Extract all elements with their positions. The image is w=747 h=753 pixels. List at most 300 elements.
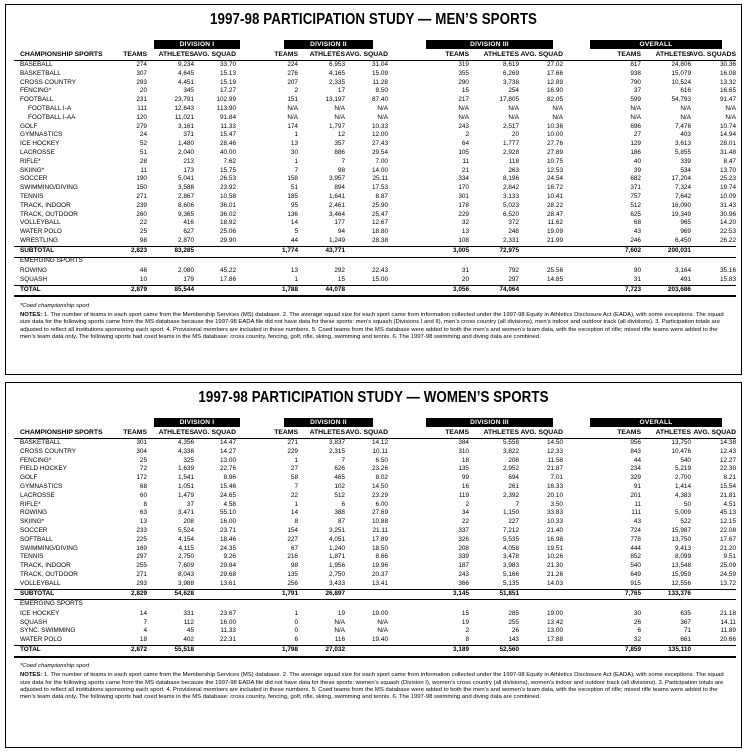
row-cell: 2,823 [131,247,147,255]
row-cell: 16.65 [720,87,736,95]
row-cell: 17.27 [220,87,236,95]
row-cell: 216 [287,553,298,561]
row-cell: 13 [290,266,298,274]
row-cell: 2,867 [178,193,194,200]
row-cell: 22.76 [220,465,236,473]
row-cell: 297 [508,275,519,283]
row-cell: 36.01 [220,201,236,209]
row-cell: 40 [633,157,641,165]
row-cell: 852 [630,553,641,561]
row-cell: N/A [508,105,519,112]
row-cell: 24 [139,131,147,139]
row-cell: 7,602 [625,247,641,255]
division-header: DIVISION II [284,40,373,49]
row-cell: 6 [637,627,641,635]
row-cell: 7.01 [550,474,563,482]
row-cell: 25.47 [372,210,388,218]
row-cell: 14.50 [372,483,388,490]
table-row [6,527,741,536]
row-cell: 26,897 [325,590,345,598]
table-row [6,474,741,483]
row-cell: 91.84 [220,113,236,121]
row-cell: 18.46 [220,535,236,543]
row-cell: 627 [183,228,194,236]
row-cell: 10 [139,275,147,283]
row-cell: 254 [508,87,519,95]
row-cell: N/A [377,105,388,112]
row-cell: 12,643 [174,105,194,112]
row-cell: 3,983 [503,562,519,570]
row-label: FOOTBALL I-AA [28,113,76,121]
row-cell: 208 [458,544,469,552]
row-label: GOLF [20,474,38,482]
row-cell: 2,842 [503,184,519,192]
row-cell: 20 [139,87,147,95]
table-row [6,96,741,105]
row-cell: 5,023 [503,201,519,209]
row-cell: 150 [136,184,147,192]
row-cell: 1 [294,275,298,283]
row-cell: 3,433 [329,579,345,587]
row-cell: 16 [461,483,469,490]
row-cell: 19.40 [372,636,388,644]
row-cell: 7,212 [503,527,519,534]
row-cell: 2,517 [503,122,519,130]
row-cell: 16.72 [547,184,563,192]
row-cell: 10.36 [547,122,563,130]
row-cell: 956 [630,439,641,446]
row-cell: 304 [136,447,147,455]
row-cell: 21.11 [372,527,388,534]
row-cell: 91 [633,483,641,490]
row-label: SQUASH [20,275,47,283]
row-cell: 626 [334,465,345,473]
row-cell: 444 [630,544,641,552]
row-cell: 19,349 [671,210,691,218]
row-cell: 16,090 [671,201,691,209]
table-row [6,70,741,79]
row-cell: 3,056 [453,286,469,293]
row-cell: 10,476 [671,447,691,455]
emerging-label-text: EMERGING SPORTS [20,257,83,265]
row-cell: 11.33 [220,122,236,130]
row-cell: 371 [630,184,641,192]
row-cell: 8.47 [723,157,736,165]
row-cell: 2,700 [675,474,691,482]
row-cell: 170 [458,184,469,192]
row-cell: 843 [630,447,641,455]
row-cell: 52,560 [499,646,519,654]
row-label: SWIMMING/DIVING [20,184,78,192]
table-row [6,553,741,562]
row-cell: 111 [137,105,147,112]
row-cell: 25.11 [372,175,388,183]
row-cell: 13.61 [220,579,236,587]
row-cell: 11,021 [174,113,194,121]
row-cell: 24.35 [220,544,236,552]
table-row [6,627,741,636]
row-cell: 1,777 [503,140,519,148]
row-cell: 25 [139,456,147,464]
row-cell: 3,164 [675,266,691,274]
row-cell: 271 [136,571,147,578]
row-cell: 2,331 [503,237,519,244]
column-header: ATHLETES [158,429,194,436]
row-label: WATER POLO [20,636,62,644]
row-cell: 367 [680,618,691,626]
row-cell: 1,871 [329,553,345,561]
row-cell: 17.66 [547,69,563,77]
column-header: ATHLETES [309,51,345,58]
row-cell: 8,196 [503,175,519,183]
row-cell: 6,450 [675,237,691,244]
row-cell: 19.51 [547,544,563,552]
table-row [6,140,741,149]
row-cell: 724 [630,527,641,534]
row-cell: 25.90 [372,201,388,209]
division-header: DIVISION III [426,40,553,49]
row-cell: 55,518 [174,646,194,654]
row-cell: 169 [136,544,147,552]
row-cell: 13.41 [372,579,388,587]
row-cell: 8 [294,518,298,526]
row-cell: 19.00 [372,609,388,617]
row-cell: 329 [630,474,641,482]
row-cell: 129 [630,140,641,148]
row-cell: 94 [337,228,345,236]
row-cell: 19 [461,618,469,626]
row-cell: 325 [183,456,194,464]
row-label: FOOTBALL I-A [28,105,72,112]
table-row [6,228,741,237]
column-header: ATHLETES [158,51,194,58]
row-cell: 1,541 [178,474,194,482]
row-cell: 1,051 [178,483,194,490]
row-cell: 13,197 [325,96,345,104]
table-row [6,114,741,123]
row-cell: 179 [183,275,194,283]
row-cell: 26.53 [220,175,236,183]
row-cell: 965 [680,219,691,227]
row-cell: N/A [334,105,345,112]
row-cell: 186 [630,149,641,156]
row-label: VOLLEYBALL [20,219,61,227]
row-label: SWIMMING/DIVING [20,544,78,552]
row-cell: 10.09 [720,193,736,200]
row-cell: 301 [458,193,469,200]
row-cell: 4 [143,627,147,635]
row-cell: 151 [287,96,298,104]
row-cell: 271 [287,439,298,446]
row-cell: 25 [139,228,147,236]
row-cell: 4,058 [503,544,519,552]
row-cell: 43 [633,228,641,236]
row-cell: 37 [186,500,194,508]
row-cell: 1,641 [329,193,345,200]
row-label: LACROSSE [20,149,55,156]
women-sports-table [5,382,742,748]
row-cell: 817 [630,61,641,68]
row-cell: 7 [294,166,298,174]
row-label: TRACK, OUTDOOR [20,210,78,218]
row-cell: 366 [458,579,469,587]
row-cell: 1,240 [329,544,345,552]
row-cell: 10.88 [372,518,388,526]
row-label: BASKETBALL [20,439,61,446]
row-cell: 24,806 [671,61,691,68]
row-cell: 894 [334,184,345,192]
row-cell: N/A [630,113,641,121]
row-cell: 102 [334,483,345,490]
row-cell: 158 [287,175,298,183]
row-cell: 290 [458,78,469,86]
row-label: SOCCER [20,527,48,534]
division-header: OVERALL [590,418,722,427]
row-cell: 12 [337,131,345,139]
table-row [6,79,741,88]
row-cell: 402 [183,636,194,644]
row-cell: 27.89 [547,149,563,156]
row-cell: 2 [294,87,298,95]
row-cell: 1,249 [329,237,345,244]
row-cell: 172 [136,474,147,482]
row-cell: 3,251 [329,527,345,534]
row-cell: 6,520 [503,210,519,218]
row-cell: 21.81 [720,491,736,499]
row-cell: 20 [511,131,519,139]
row-cell: 12,556 [671,579,691,587]
row-cell: 102.99 [216,96,236,104]
row-cell: 261 [508,483,519,490]
row-cell: N/A [630,105,641,112]
row-cell: 2,040 [178,149,194,156]
row-cell: 20 [461,275,469,283]
row-cell: 339 [458,553,469,561]
row-cell: 5,166 [503,571,519,578]
row-cell: 10.26 [547,553,563,561]
row-cell: 71 [683,627,691,635]
row-cell: 28.46 [220,140,236,148]
row-cell: 21.26 [547,571,563,578]
emerging-sports-label [6,600,741,609]
row-cell: 3,464 [329,210,345,218]
row-cell: 6.00 [375,500,388,508]
row-cell: 23.26 [372,465,388,473]
row-cell: 256 [287,579,298,587]
row-cell: 0 [294,627,298,635]
row-cell: 10.74 [720,122,736,130]
row-cell: 32 [461,219,469,227]
row-cell: 465 [334,474,345,482]
row-cell: 15.09 [372,69,388,77]
row-cell: 649 [630,571,641,578]
row-cell: 18 [139,636,147,644]
row-cell: 279 [136,122,147,130]
row-cell: 10.00 [547,131,563,139]
row-cell: 229 [458,210,469,218]
row-cell: 15 [337,275,345,283]
row-cell: 13 [461,228,469,236]
row-cell: 12.00 [372,131,388,139]
row-cell: 22 [461,518,469,526]
row-cell: 15,987 [671,527,691,534]
row-cell: 5,041 [178,175,194,183]
column-header-sport: CHAMPIONSHIP SPORTS [20,429,103,436]
row-cell: 25.06 [220,228,236,236]
row-cell: 22.43 [372,266,388,274]
row-cell: 26 [511,627,519,635]
subtotal-row [6,590,741,599]
row-cell: 255 [508,618,519,626]
row-cell: 14.50 [547,439,563,446]
row-cell: 19.09 [547,228,563,236]
row-cell: 52 [139,140,147,148]
table-row [6,219,741,228]
row-cell: 177 [334,219,345,227]
row-cell: 8,043 [178,571,194,578]
table-row [6,562,741,571]
row-cell: 696 [630,122,641,130]
row-cell: 45.22 [220,266,236,274]
row-cell: 27.69 [372,509,388,517]
row-cell: 694 [508,474,519,482]
row-cell: 1,414 [675,483,691,490]
row-cell: 27 [290,465,298,473]
row-cell: 98 [139,237,147,244]
row-cell: 10.41 [547,193,563,200]
row-cell: 9,365 [178,210,194,218]
total-row [6,646,741,655]
row-cell: 13,750 [671,439,691,446]
row-cell: 243 [458,571,469,578]
row-cell: 231 [136,96,147,104]
row-cell: 13.00 [547,627,563,635]
row-cell: 112 [183,618,194,626]
row-cell: 51,851 [499,590,519,598]
row-cell: 12.27 [720,456,736,464]
row-cell: 3,161 [178,122,194,130]
row-cell: 67 [290,544,298,552]
row-cell: 23.29 [372,491,388,499]
row-cell: 17 [337,87,345,95]
row-cell: 6,953 [329,61,345,68]
row-cell: 31 [461,266,469,274]
row-label: RIFLE* [20,157,41,165]
row-cell: 7 [143,618,147,626]
row-cell: 227 [287,535,298,543]
row-cell: 72 [139,465,147,473]
row-cell: 301 [136,439,147,446]
row-cell: 5,558 [503,439,519,446]
row-cell: 17.86 [220,275,236,283]
division-header: DIVISION I [154,418,240,427]
table-row [6,211,741,220]
row-cell: 1,797 [329,122,345,130]
row-cell: 16.00 [220,518,236,526]
row-cell: 14.27 [220,447,236,455]
row-cell: 60 [139,491,147,499]
row-cell: 540 [680,456,691,464]
row-cell: 4,338 [178,447,194,455]
row-cell: 43,771 [325,247,345,255]
table-row [6,501,741,510]
row-cell: 27.76 [547,140,563,148]
row-cell: 246 [630,237,641,244]
row-cell: 135,110 [668,646,691,654]
row-cell: 9,234 [178,61,194,68]
row-label: ROWING [20,266,47,274]
row-cell: 8.87 [375,193,388,200]
row-cell: 143 [508,636,519,644]
row-cell: 116 [334,636,345,644]
row-cell: N/A [377,113,388,121]
column-header: TEAMS [274,51,298,58]
row-label: VOLLEYBALL [20,579,61,587]
row-cell: 50 [683,500,691,508]
row-cell: 969 [680,228,691,236]
row-cell: 14 [290,219,298,227]
row-cell: 2,872 [131,646,147,654]
row-cell: 339 [680,157,691,165]
row-label: FIELD HOCKEY [20,465,67,473]
row-cell: 4,165 [329,69,345,77]
row-cell: 337 [458,527,469,534]
row-cell: 68 [633,219,641,227]
row-cell: 7 [294,483,298,490]
row-cell: 8,099 [675,553,691,561]
row-cell: 6 [341,500,345,508]
row-cell: 208 [183,518,194,526]
row-cell: 14.47 [220,439,236,446]
row-cell: 512 [630,201,641,209]
row-cell: 45.13 [720,509,736,517]
row-label: WATER POLO [20,228,62,236]
row-cell: 682 [630,175,641,183]
row-cell: 33.70 [220,61,236,68]
notes-label: NOTES: [20,672,43,679]
row-cell: 3,588 [178,184,194,192]
row-cell: 64 [461,140,469,148]
row-cell: 87 [337,518,345,526]
row-cell: 938 [630,69,641,77]
row-cell: 185 [287,193,298,200]
row-cell: 24.54 [547,175,563,183]
table-row [6,509,741,518]
row-cell: 23.92 [220,184,236,192]
row-cell: 355 [458,69,469,77]
row-cell: 2,750 [178,553,194,561]
row-cell: 133,376 [667,590,691,598]
row-cell: 22.53 [720,228,736,236]
division-header: DIVISION III [426,418,553,427]
column-header: ATHLETES [483,429,519,436]
row-cell: 18.92 [220,219,236,227]
row-cell: 22.31 [220,636,236,644]
row-cell: 25.23 [720,175,736,183]
row-cell: 10.75 [547,157,563,165]
row-cell: 10.58 [220,193,236,200]
table-row [6,518,741,527]
row-cell: 307 [136,69,147,77]
row-cell: 154 [287,527,298,534]
row-cell: 8 [143,500,147,508]
row-cell: 292 [334,266,345,274]
divider [14,656,736,658]
row-cell: 21.40 [547,527,563,534]
column-header: ATHLETES [483,51,519,58]
column-header: AVG. SQUAD [520,51,563,58]
row-cell: 14 [139,609,147,617]
